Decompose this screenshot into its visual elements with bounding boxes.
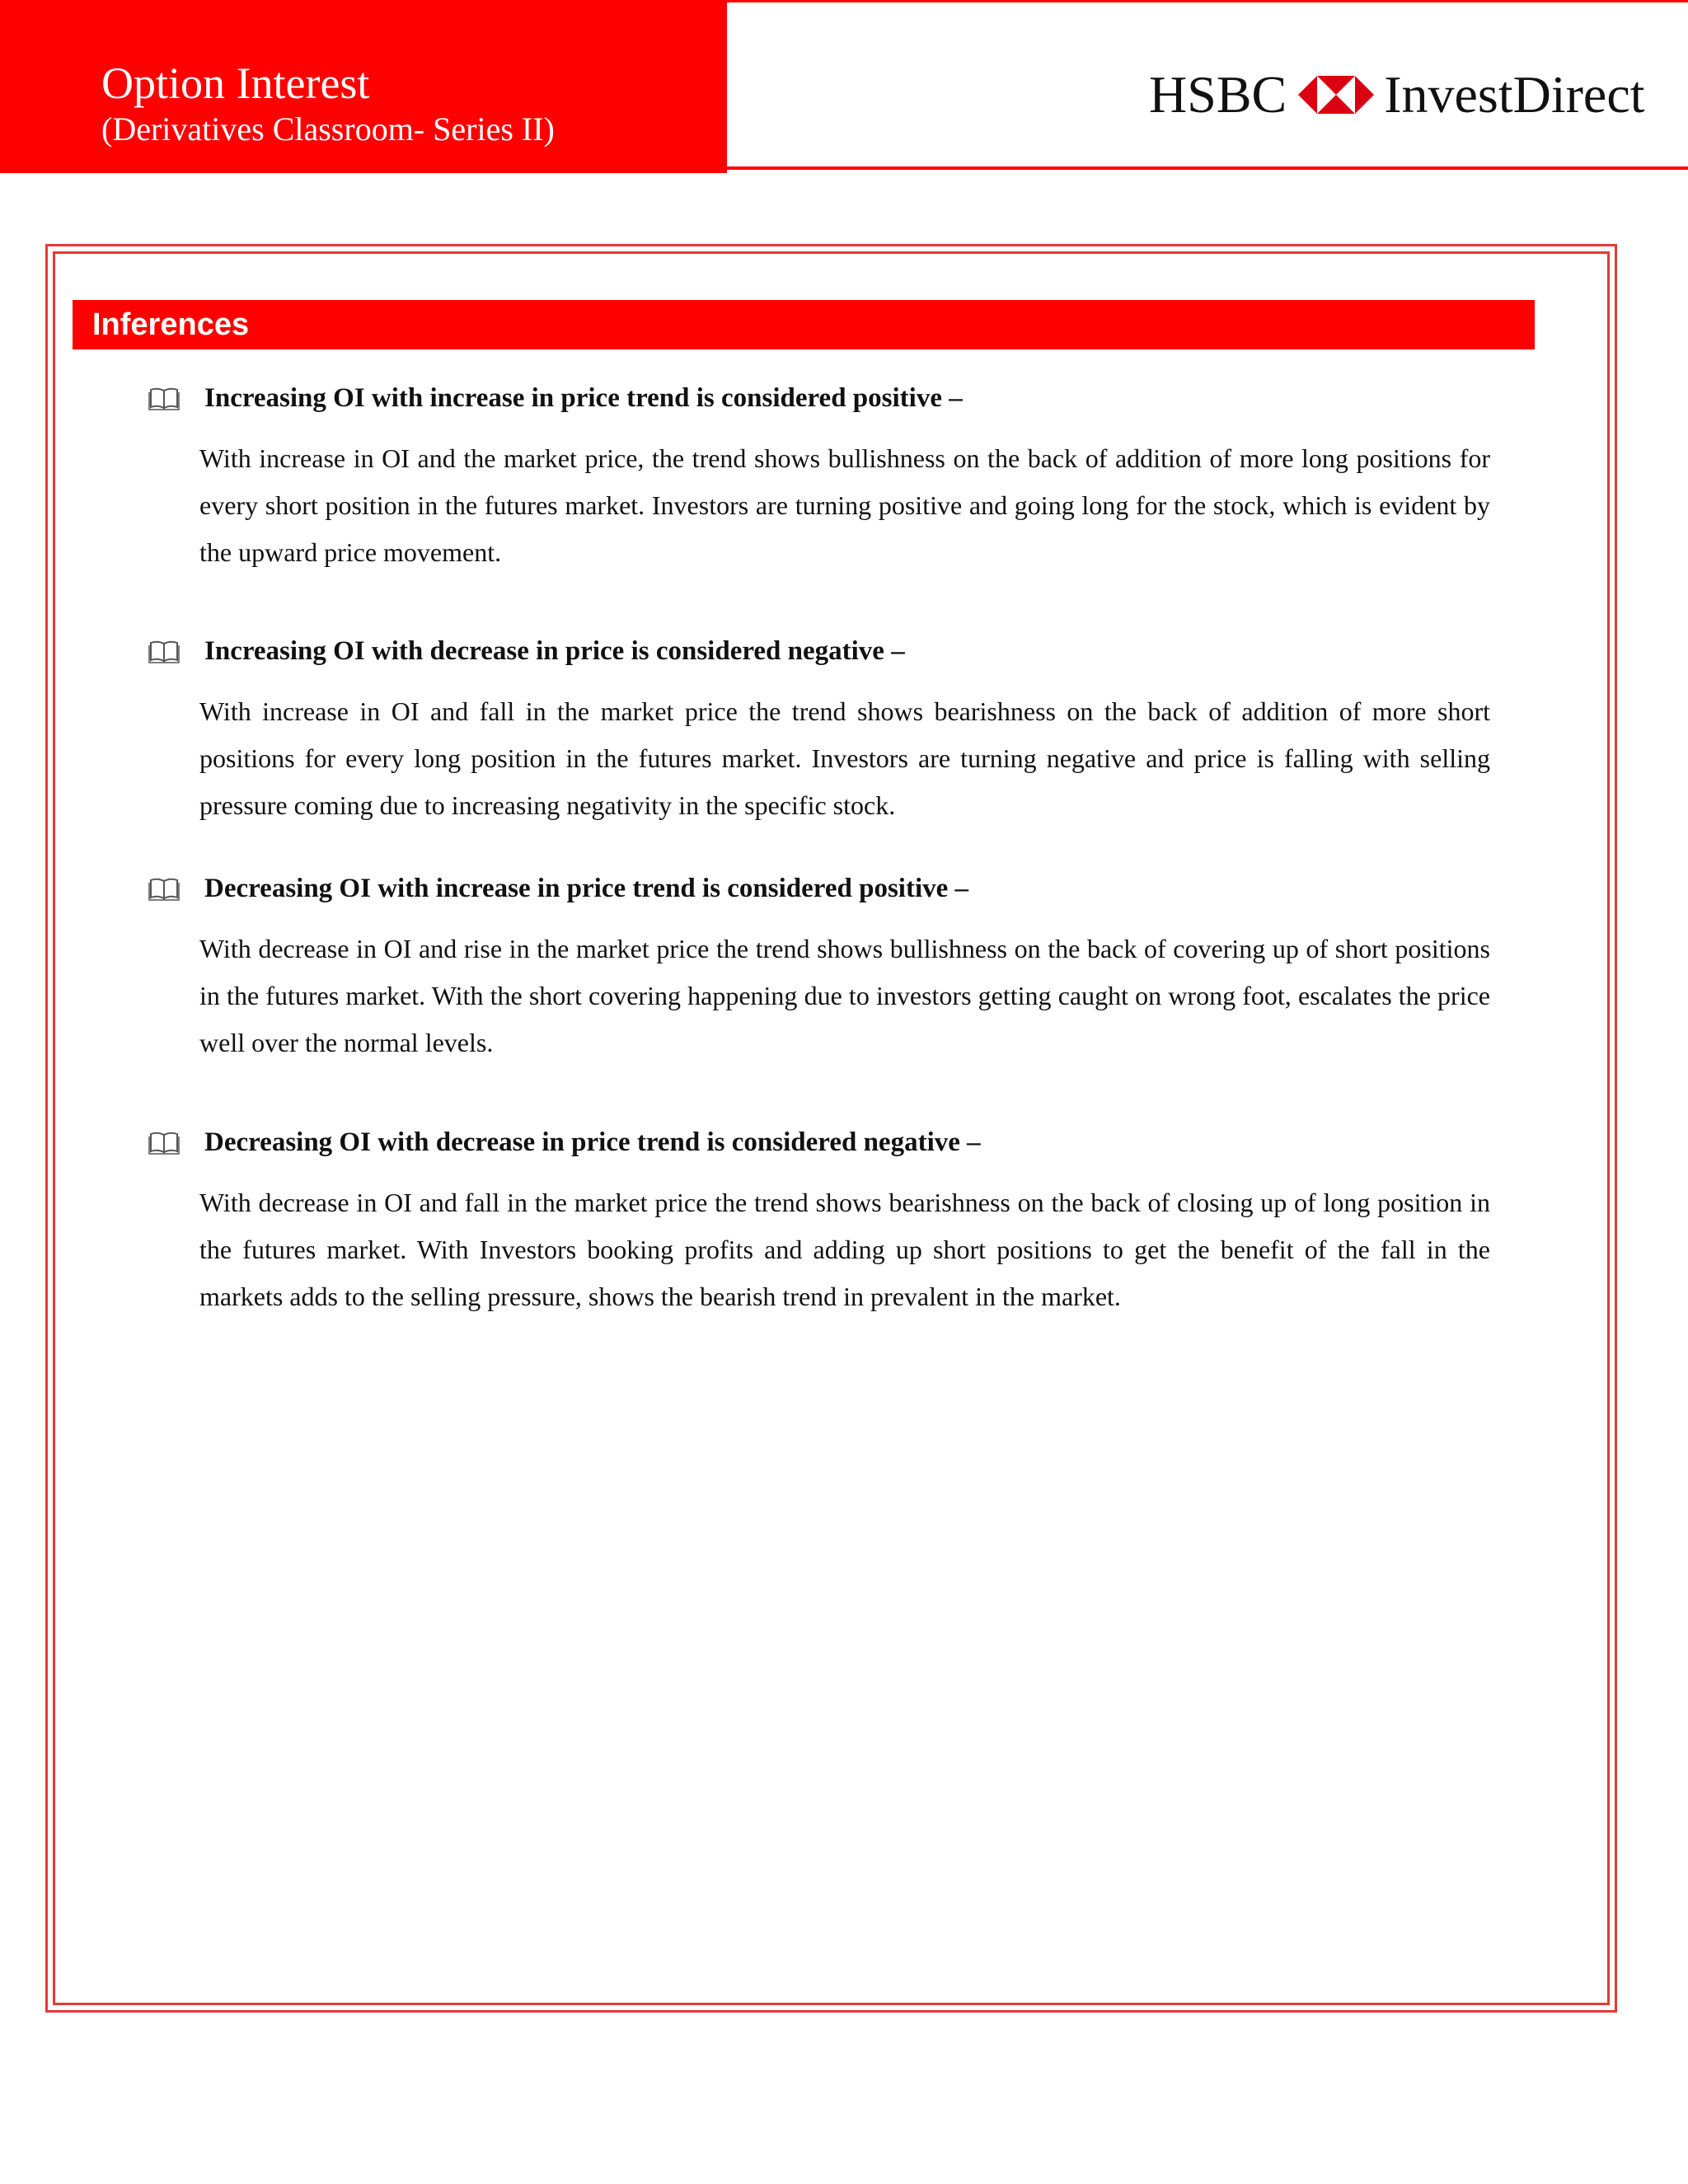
inference-body: With increase in OI and fall in the market price the trend shows bearishness on the back of addition of more short positions for every long position in the futures market. Investors are turning negative and price is falling with selling pressure coming due to increasing negativity in the specific stock. [199,696,1490,820]
hsbc-hexagon-logo-icon [1298,76,1374,114]
inference-item [148,630,1490,829]
brand-name-investdirect: InvestDirect [1384,65,1645,124]
inference-title: Decreasing OI with decrease in price trend is considered negative – [204,1127,981,1157]
book-icon [148,1130,180,1155]
document-subtitle: (Derivatives Classroom- Series II) [101,110,555,148]
section-header-bar [73,300,1535,349]
brand-logo [1149,66,1645,124]
inference-title: Decreasing OI with increase in price trend is considered positive – [204,873,969,903]
section-title: Inferences [92,307,250,342]
book-icon [148,386,180,410]
inference-item [148,377,1490,576]
inference-body: With decrease in OI and fall in the market price the trend shows bearishness on the back of closing up of long position in the futures market. With Investors booking profits and adding up short positions to get the benefit of the fall in the markets adds to the selling pressure, shows the bearish trend in prevalent in the market. [199,1188,1490,1311]
document-title: Option Interest [101,59,370,108]
inference-item [148,868,1490,1066]
inference-body: With increase in OI and the market price, the trend shows bullishness on the back of addition of more long positions for every short position in the futures market. Investors are turning positive and going long for the stock, which is evident by the upward price movement. [199,443,1490,567]
book-icon [148,639,180,663]
inference-body: With decrease in OI and rise in the market price the trend shows bullishness on the back of covering up of short positions in the futures market. With the short covering happening due to investors getting caught on wrong foot, escalates the price well over the normal levels. [199,934,1490,1057]
book-icon [148,876,180,901]
brand-name-hsbc: HSBC [1149,65,1287,124]
header-top-rule [727,0,1688,2]
inference-title: Increasing OI with decrease in price is considered negative – [204,635,905,666]
header-bottom-rule [727,166,1688,170]
inference-title: Increasing OI with increase in price trend is considered positive – [204,382,963,413]
inference-item [148,1122,1490,1320]
